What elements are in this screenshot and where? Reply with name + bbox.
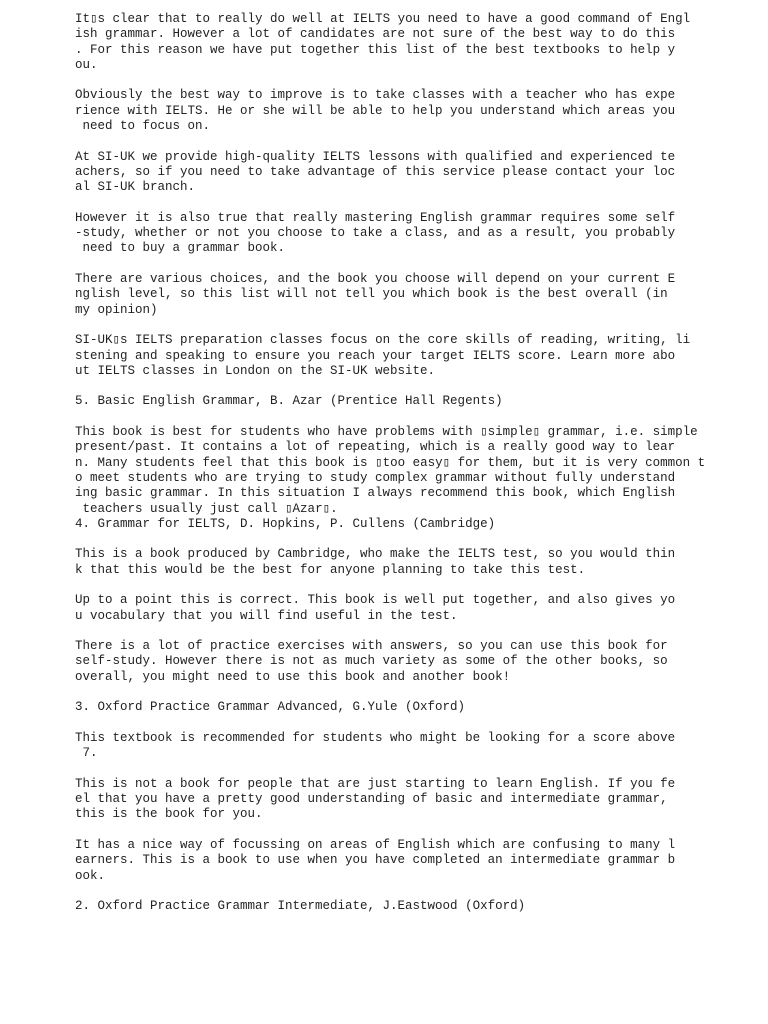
paragraph [75,211,705,257]
text-line: earners. This is a book to use when you have completed an intermediate grammar b [75,853,676,868]
text-line: my opinion) [75,302,158,317]
text-line: It▯s clear that to really do well at IELTS you need to have a good command of Engl [75,12,691,26]
text-line: stening and speaking to ensure you reach your target IELTS score. Learn more abo [75,348,676,363]
text-line: ook. [75,868,106,883]
text-line: There are various choices, and the book you choose will depend on your current E [75,272,676,287]
paragraph [75,731,705,762]
text-line: ou. [75,57,98,72]
text-line: ish grammar. However a lot of candidates are not sure of the best way to do this [75,27,676,42]
paragraph [75,88,705,134]
text-line: al SI-UK branch. [75,180,196,195]
text-line: k that this would be the best for anyone planning to take this test. [75,562,586,577]
text-line: 7. [75,746,98,761]
paragraph [75,899,705,914]
text-line: It has a nice way of focussing on areas of English which are confusing to many l [75,838,676,853]
paragraph [75,425,705,517]
text-line: u vocabulary that you will find useful in the test. [75,608,458,623]
text-line: -study, whether or not you choose to take a class, and as a result, you probably [75,226,676,241]
paragraph [75,838,705,884]
paragraph [75,394,705,409]
paragraph [75,272,705,318]
text-line: el that you have a pretty good understanding of basic and intermediate grammar, [75,792,668,807]
text-line: rience with IELTS. He or she will be able to help you understand which areas you [75,103,676,118]
paragraph [75,150,705,196]
paragraph [75,547,705,578]
text-line: 2. Oxford Practice Grammar Intermediate, J.Eastwood (Oxford) [75,899,526,914]
paragraph [75,700,705,715]
text-line: need to focus on. [75,119,211,134]
text-line: ing basic grammar. In this situation I always recommend this book, which English [75,486,676,501]
text-line: teachers usually just call ▯Azar▯. [75,501,338,516]
text-line: Up to a point this is correct. This book is well put together, and also gives yo [75,593,676,608]
paragraph [75,12,705,73]
text-line: ut IELTS classes in London on the SI-UK website. [75,363,436,378]
paragraph [75,639,705,685]
text-line: This is not a book for people that are just starting to learn English. If you fe [75,776,676,791]
text-line: achers, so if you need to take advantage of this service please contact your loc [75,164,676,179]
text-line: At SI-UK we provide high-quality IELTS lessons with qualified and experienced te [75,149,676,164]
text-line: this is the book for you. [75,807,263,822]
text-line: nglish level, so this list will not tell you which book is the best overall (in [75,287,668,302]
paragraph [75,777,705,823]
text-line: 5. Basic English Grammar, B. Azar (Prentice Hall Regents) [75,394,503,409]
text-line: self-study. However there is not as much variety as some of the other books, so [75,654,668,669]
text-line: This textbook is recommended for students who might be looking for a score above [75,730,676,745]
text-line: 3. Oxford Practice Grammar Advanced, G.Yule (Oxford) [75,700,466,715]
text-line: o meet students who are trying to study complex grammar without fully understand [75,470,676,485]
paragraph [75,593,705,624]
document-body [75,12,705,930]
text-line: This book is best for students who have problems with ▯simple▯ grammar, i.e. simple [75,425,698,440]
text-line: overall, you might need to use this book and another book! [75,669,511,684]
text-line: . For this reason we have put together this list of the best textbooks to help y [75,42,676,57]
text-line: SI-UK▯s IELTS preparation classes focus on the core skills of reading, writing, li [75,333,691,348]
text-line: There is a lot of practice exercises with answers, so you can use this book for [75,639,668,654]
text-line: need to buy a grammar book. [75,241,286,256]
text-line: n. Many students feel that this book is ▯too easy▯ for them, but it is very common t [75,455,706,470]
text-line: present/past. It contains a lot of repeating, which is a really good way to lear [75,440,676,455]
text-line: 4. Grammar for IELTS, D. Hopkins, P. Cullens (Cambridge) [75,516,496,531]
text-line: However it is also true that really mastering English grammar requires some self [75,210,676,225]
paragraph [75,333,705,379]
text-line: Obviously the best way to improve is to take classes with a teacher who has expe [75,88,676,103]
paragraph [75,517,705,532]
text-line: This is a book produced by Cambridge, who make the IELTS test, so you would thin [75,547,676,562]
